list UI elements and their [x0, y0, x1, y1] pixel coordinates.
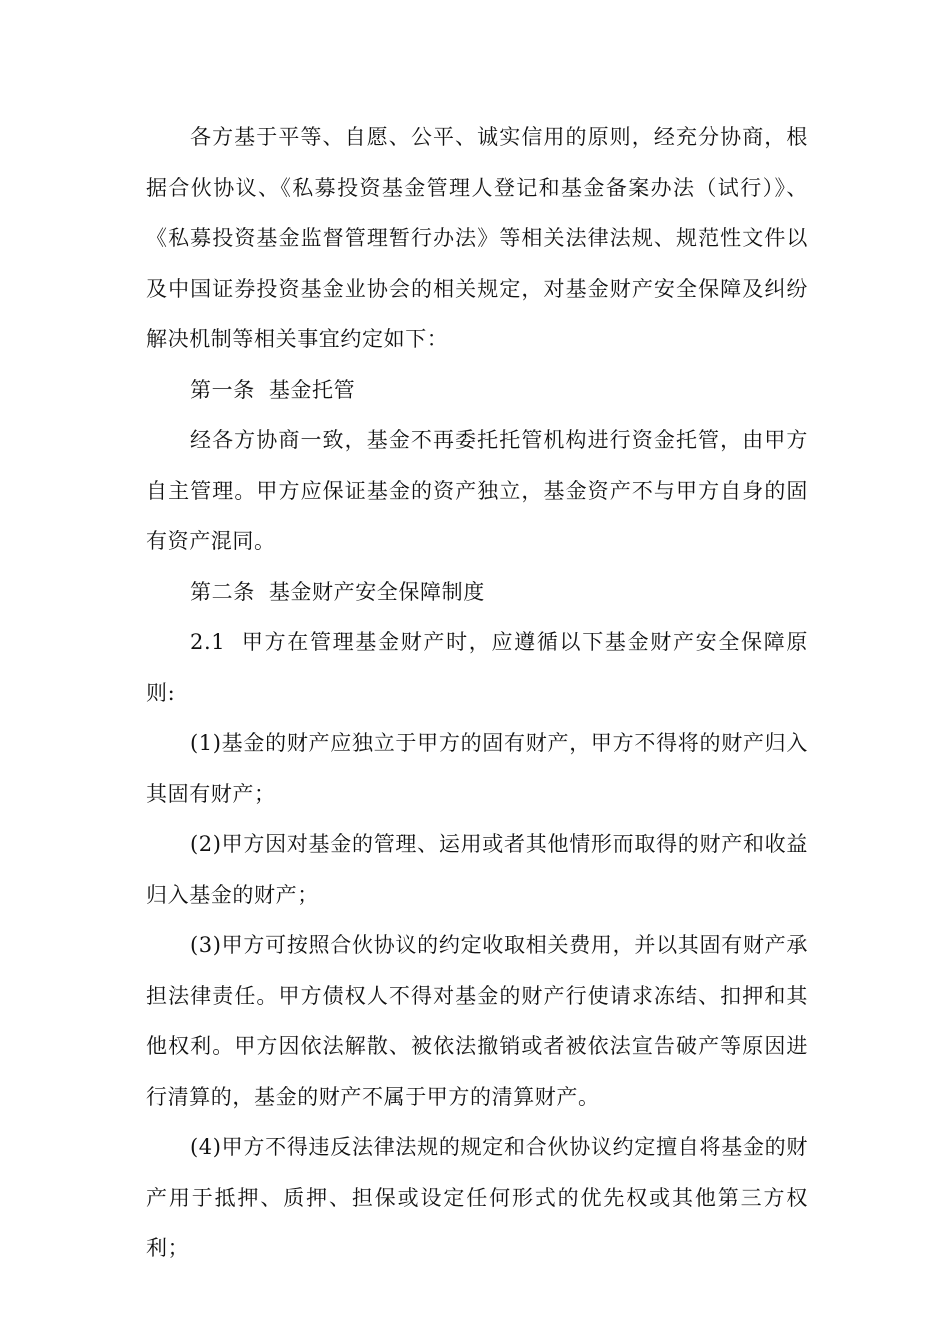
list-item-4: (4)甲方不得违反法律法规的规定和合伙协议约定擅自将基金的财产用于抵押、质押、担保或设定任何形式的优先权或其他第三方权利； — [146, 1135, 808, 1260]
article-2-title: 基金财产安全保障制度 — [268, 579, 485, 604]
intro-paragraph: 各方基于平等、自愿、公平、诚实信用的原则，经充分协商，根据合伙协议、《私募投资基金管理人登记和基金备案办法（试行）》、《私募投资基金监督管理暂行办法》等相关法律法规、规范性文件以及中国证券投资基金业协会的相关规定，对基金财产安全保障及纠纷解决机制等相关事宜约定如下： — [146, 125, 808, 351]
list-item-1: (1)基金的财产应独立于甲方的固有财产，甲方不得将的财产归入其固有财产； — [146, 731, 808, 806]
article-2-number: 第二条 — [190, 579, 255, 604]
clause-2-1: 2.1 甲方在管理基金财产时，应遵循以下基金财产安全保障原则: — [146, 630, 808, 705]
article-2-heading — [146, 567, 808, 618]
article-1-body: 经各方协商一致，基金不再委托托管机构进行资金托管，由甲方自主管理。甲方应保证基金的资产独立，基金资产不与甲方自身的固有资产混同。 — [146, 428, 808, 553]
list-item-3: (3)甲方可按照合伙协议的约定收取相关费用，并以其固有财产承担法律责任。甲方债权人不得对基金的财产行使请求冻结、扣押和其他权利。甲方因依法解散、被依法撤销或者被依法宣告破产等原因进行清算的，基金的财产不属于甲方的清算财产。 — [146, 933, 808, 1109]
article-1-number: 第一条 — [190, 377, 255, 402]
document-page — [146, 112, 808, 1274]
article-1-heading — [146, 365, 808, 416]
list-item-2: (2)甲方因对基金的管理、运用或者其他情形而取得的财产和收益归入基金的财产； — [146, 832, 808, 907]
article-1-title: 基金托管 — [268, 377, 356, 402]
